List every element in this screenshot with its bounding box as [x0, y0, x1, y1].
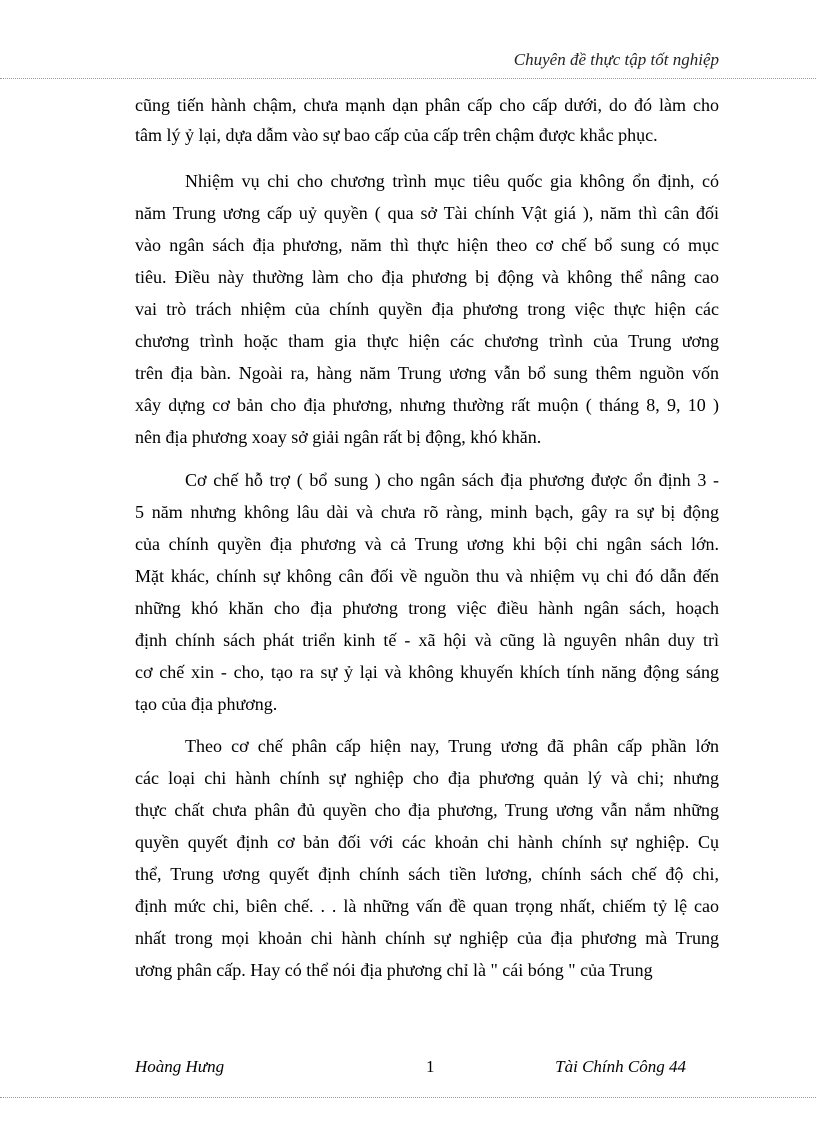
- text-line: thực chất chưa phân đủ quyền cho địa phương, Trung ương vẫn nắm những: [135, 800, 719, 820]
- text-line: trên địa bàn. Ngoài ra, hàng năm Trung ương vẫn bổ sung thêm nguồn vốn: [135, 363, 719, 383]
- text-line: định chính sách phát triển kinh tế - xã hội và cũng là nguyên nhân duy trì: [135, 630, 719, 650]
- text-line: định mức chi, biên chế. . . là những vấn đề quan trọng nhất, chiếm tỷ lệ cao: [135, 896, 719, 916]
- text-line: cũng tiến hành chậm, chưa mạnh dạn phân cấp cho cấp dưới, do đó làm cho: [135, 95, 719, 115]
- header-title: Chuyên đề thực tập tốt nghiệp: [513, 50, 719, 69]
- text-line: tạo của địa phương.: [135, 694, 278, 714]
- text-line: chương trình hoặc tham gia thực hiện các chương trình của Trung ương: [135, 331, 719, 351]
- page-footer: [0, 1045, 816, 1098]
- text-line: 5 năm nhưng không lâu dài và chưa rõ ràng, minh bạch, gây ra sự bị động: [135, 502, 719, 522]
- text-line: xây dựng cơ bản cho địa phương, nhưng thường rất muộn ( tháng 8, 9, 10 ): [135, 395, 719, 415]
- text-line: Cơ chế hỗ trợ ( bổ sung ) cho ngân sách địa phương được ổn định 3 -: [185, 470, 719, 490]
- footer-course: Tài Chính Công 44: [555, 1057, 686, 1076]
- text-line: năm Trung ương cấp uỷ quyền ( qua sở Tài chính Vật giá ), năm thì cân đối: [135, 203, 719, 223]
- text-line: nhất trong mọi khoản chi hành chính sự nghiệp của địa phương mà Trung: [135, 928, 719, 948]
- text-line: Mặt khác, chính sự không cân đối về nguồn thu và nhiệm vụ chi đó dẫn đến: [135, 566, 719, 586]
- text-line: vai trò trách nhiệm của chính quyền địa phương trong việc thực hiện các: [135, 299, 719, 319]
- text-line: của chính quyền địa phương và cả Trung ương khi bội chi ngân sách lớn.: [135, 534, 719, 554]
- text-line: vào ngân sách địa phương, năm thì thực hiện theo cơ chế bổ sung có mục: [135, 235, 719, 255]
- text-line: quyền quyết định cơ bản đối với các khoản chi hành chính sự nghiệp. Cụ: [135, 832, 719, 852]
- page-number: 1: [426, 1057, 435, 1076]
- text-line: tiêu. Điều này thường làm cho địa phương bị động và không thể nâng cao: [135, 267, 719, 287]
- text-line: Nhiệm vụ chi cho chương trình mục tiêu quốc gia không ổn định, có: [185, 171, 719, 191]
- text-line: Theo cơ chế phân cấp hiện nay, Trung ương đã phân cấp phần lớn: [185, 736, 719, 756]
- text-line: các loại chi hành chính sự nghiệp cho địa phương quản lý và chi; nhưng: [135, 768, 719, 788]
- text-line: thể, Trung ương quyết định chính sách tiền lương, chính sách chế độ chi,: [135, 864, 719, 884]
- text-line: cơ chế xin - cho, tạo ra sự ỷ lại và không khuyến khích tính năng động sáng: [135, 662, 719, 682]
- page-header: [0, 48, 816, 79]
- text-line: những khó khăn cho địa phương trong việc điều hành ngân sách, hoạch: [135, 598, 719, 618]
- footer-author: Hoàng Hưng: [135, 1057, 225, 1076]
- text-line: tâm lý ỷ lại, dựa dẫm vào sự bao cấp của cấp trên chậm được khắc phục.: [135, 125, 658, 145]
- text-line: ương phân cấp. Hay có thể nói địa phương chỉ là " cái bóng " của Trung: [135, 960, 653, 980]
- text-line: nên địa phương xoay sở giải ngân rất bị động, khó khăn.: [135, 427, 542, 447]
